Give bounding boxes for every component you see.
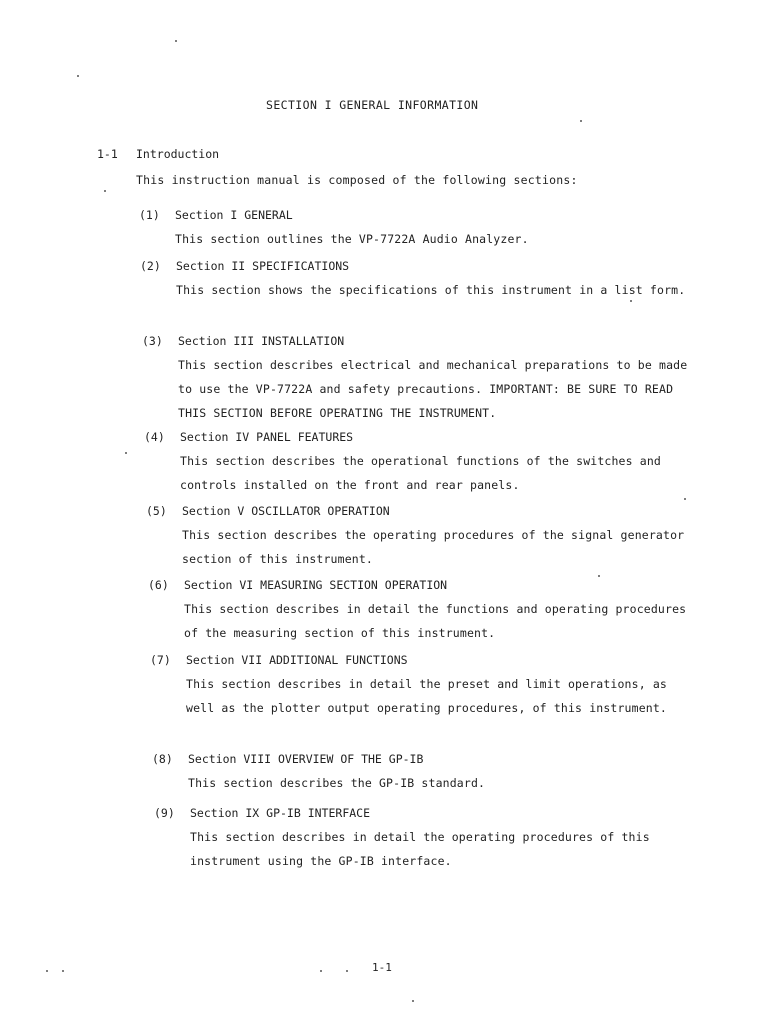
intro-paragraph: This instruction manual is composed of the following sections: bbox=[136, 173, 578, 187]
list-item-heading: Section IX GP-IB INTERFACE bbox=[190, 806, 371, 820]
scan-speck bbox=[320, 970, 322, 972]
scan-speck bbox=[598, 575, 600, 577]
page-number: 1-1 bbox=[372, 961, 392, 974]
list-item-number: (5) bbox=[146, 504, 167, 518]
list-item-number: (2) bbox=[140, 259, 161, 273]
list-item-number: (1) bbox=[139, 208, 160, 222]
list-item-number: (9) bbox=[154, 806, 175, 820]
list-item-description: This section describes in detail the preset and limit operations, as well as the plotter output operating procedures, of this instrument. bbox=[186, 677, 668, 715]
scan-speck bbox=[412, 1000, 414, 1002]
list-item-heading: Section VI MEASURING SECTION OPERATION bbox=[184, 578, 448, 592]
scan-speck bbox=[580, 120, 582, 122]
list-item-heading: Section II SPECIFICATIONS bbox=[176, 259, 350, 273]
list-item-heading: Section III INSTALLATION bbox=[178, 334, 345, 348]
scan-speck bbox=[46, 970, 48, 972]
scan-speck bbox=[346, 970, 348, 972]
list-item-description: This section describes electrical and mechanical preparations to be made to use the VP-7722A and safety precautions. IMPORTANT: BE SURE TO READ THIS SECTION BEFORE OPERATING THE INSTRUMENT. bbox=[178, 358, 688, 420]
list-item-number: (6) bbox=[148, 578, 169, 592]
scan-speck bbox=[175, 40, 177, 42]
list-item-heading: Section IV PANEL FEATURES bbox=[180, 430, 354, 444]
list-item-number: (8) bbox=[152, 752, 173, 766]
list-item-description: This section describes in detail the operating procedures of this instrument using the GP-IB interface. bbox=[190, 830, 650, 868]
section-number: 1-1 bbox=[97, 147, 118, 161]
scan-speck bbox=[104, 190, 106, 192]
scan-speck bbox=[630, 300, 632, 302]
page-title: SECTION I GENERAL INFORMATION bbox=[266, 98, 479, 112]
list-item-heading: Section I GENERAL bbox=[175, 208, 293, 222]
scan-speck bbox=[77, 75, 79, 77]
list-item-heading: Section VII ADDITIONAL FUNCTIONS bbox=[186, 653, 408, 667]
list-item-description: This section describes the operational functions of the switches and controls installed on the front and rear panels. bbox=[180, 454, 662, 492]
list-item-description: This section shows the specifications of this instrument in a list form. bbox=[176, 283, 686, 297]
scan-speck bbox=[684, 498, 686, 500]
list-item-number: (7) bbox=[150, 653, 171, 667]
list-item-number: (3) bbox=[142, 334, 163, 348]
list-item-description: This section describes the operating procedures of the signal generator section of this instrument. bbox=[182, 528, 685, 566]
list-item-description: This section describes in detail the functions and operating procedures of the measuring section of this instrument. bbox=[184, 602, 687, 640]
list-item-description: This section describes the GP-IB standard. bbox=[188, 776, 486, 790]
section-title: Introduction bbox=[136, 147, 220, 161]
list-item-number: (4) bbox=[144, 430, 165, 444]
list-item-description: This section outlines the VP-7722A Audio Analyzer. bbox=[175, 232, 529, 246]
scan-speck bbox=[125, 452, 127, 454]
scan-speck bbox=[62, 970, 64, 972]
list-item-heading: Section V OSCILLATOR OPERATION bbox=[182, 504, 390, 518]
list-item-heading: Section VIII OVERVIEW OF THE GP-IB bbox=[188, 752, 424, 766]
